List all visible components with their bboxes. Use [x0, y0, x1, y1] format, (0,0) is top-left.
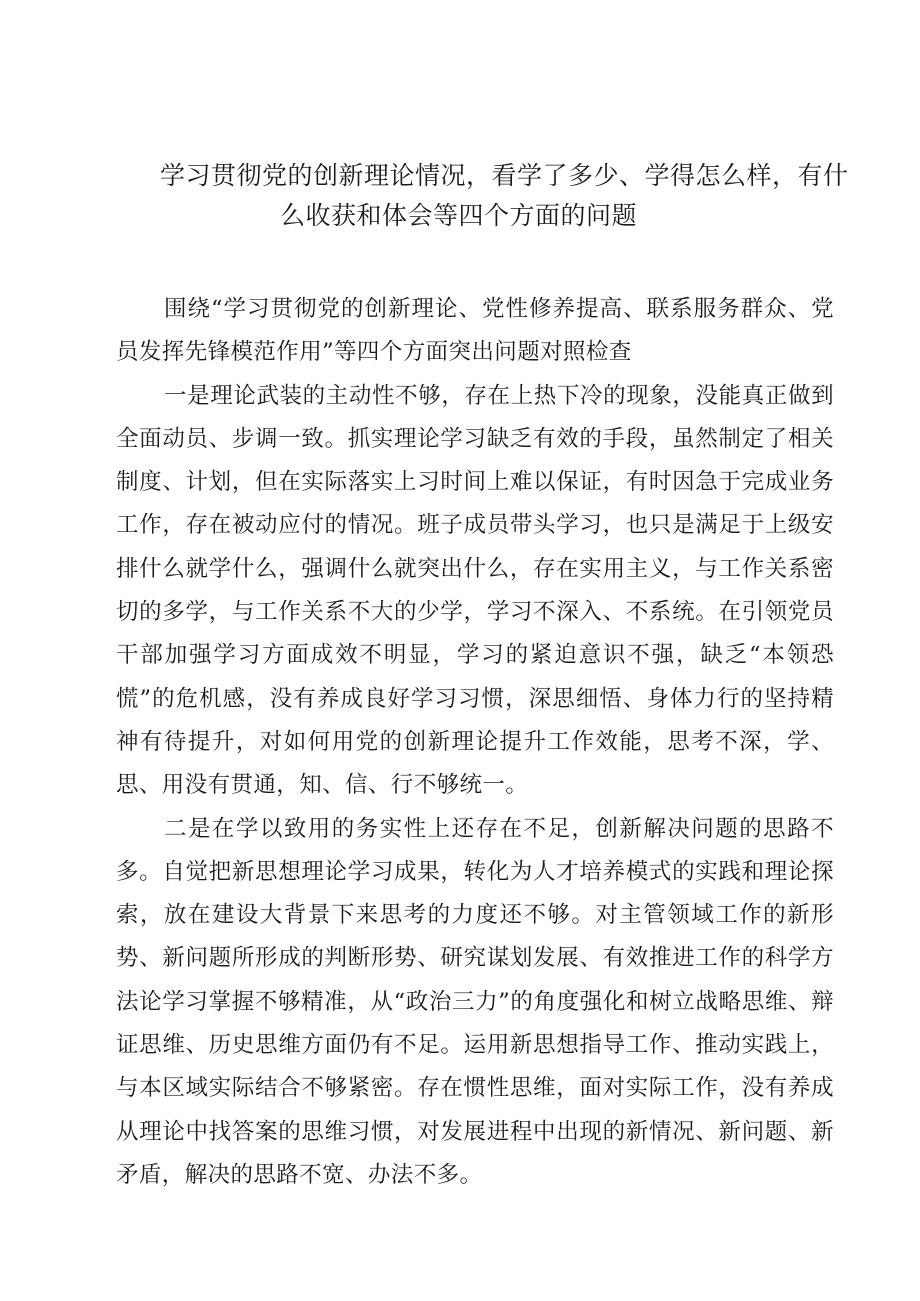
- paragraph-one: 一是理论武装的主动性不够，存在上热下冷的现象，没能真正做到全面动员、步调一致。抓实理论学习缺乏有效的手段，虽然制定了相关制度、计划，但在实际落实上习时间上难以保证，有时因急于完成业务工作，存在被动应付的情况。班子成员带头学习，也只是满足于上级安排什么就学什么，强调什么就突出什么，存在实用主义，与工作关系密切的多学，与工作关系不大的少学，学习不深入、不系统。在引领党员干部加强学习方面成效不明显，学习的紧迫意识不强，缺乏“本领恐慌”的危机感，没有养成良好学习习惯，深思细悟、身体力行的坚持精神有待提升，对如何用党的创新理论提升工作效能，思考不深，学、思、用没有贯通，知、信、行不够统一。: [116, 382, 834, 799]
- title-line-1: 学习贯彻党的创新理论情况，看学了多少、学得怎么样，有什: [160, 161, 849, 190]
- document-body: [116, 288, 834, 1197]
- title-line-2: 么收获和体会等四个方面的问题: [280, 201, 638, 230]
- document-title: [160, 156, 850, 236]
- intro-paragraph: 围绕“学习贯彻党的创新理论、党性修养提高、联系服务群众、党员发挥先锋模范作用”等四个方面突出问题对照检查: [116, 296, 834, 366]
- paragraph-two: 二是在学以致用的务实性上还存在不足，创新解决问题的思路不多。自觉把新思想理论学习成果，转化为人才培养模式的实践和理论探索，放在建设大背景下来思考的力度还不够。对主管领域工作的新形势、新问题所形成的判断形势、研究谋划发展、有效推进工作的科学方法论学习掌握不够精准，从“政治三力”的角度强化和树立战略思维、辩证思维、历史思维方面仍有不足。运用新思想指导工作、推动实践上，与本区域实际结合不够紧密。存在惯性思维，面对实际工作，没有养成从理论中找答案的思维习惯，对发展进程中出现的新情况、新问题、新矛盾，解决的思路不宽、办法不多。: [116, 815, 834, 1188]
